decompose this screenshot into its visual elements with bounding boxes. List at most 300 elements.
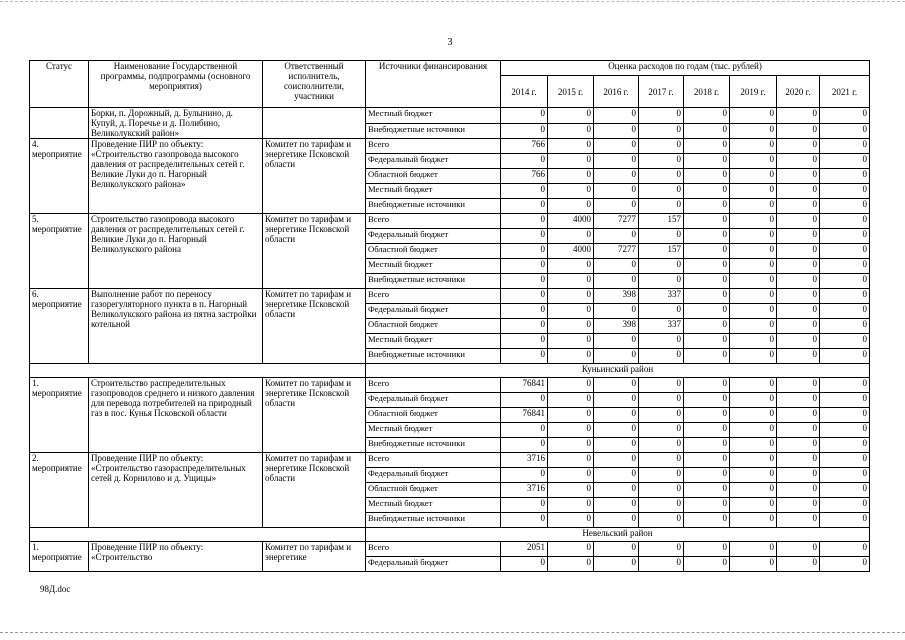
amount-cell: 0 — [548, 513, 594, 528]
amount-cell: 0 — [548, 139, 594, 154]
amount-cell: 0 — [730, 108, 777, 124]
amount-cell: 0 — [684, 154, 730, 169]
amount-cell: 398 — [594, 319, 639, 334]
amount-cell: 0 — [639, 513, 684, 528]
amount-cell: 0 — [730, 349, 777, 364]
amount-cell: 0 — [730, 244, 777, 259]
status-cell: 4. мероприятие — [30, 139, 89, 214]
program-name-cell: Проведение ПИР по объекту: «Строительство газораспределительных сетей д. Корнилово и д. Ущицы» — [89, 453, 263, 528]
amount-cell: 0 — [730, 304, 777, 319]
amount-cell: 4000 — [548, 244, 594, 259]
header-program-name: Наименование Государственной программы, подпрограммы (основного мероприятия) — [89, 61, 263, 108]
amount-cell: 0 — [594, 169, 639, 184]
amount-cell: 0 — [501, 154, 548, 169]
amount-cell: 0 — [684, 423, 730, 438]
amount-cell: 0 — [730, 259, 777, 274]
amount-cell: 0 — [730, 123, 777, 139]
status-cell — [30, 108, 89, 139]
funding-source-cell: Местный бюджет — [366, 108, 501, 124]
amount-cell: 0 — [594, 349, 639, 364]
amount-cell: 0 — [777, 108, 820, 124]
amount-cell: 0 — [501, 498, 548, 513]
amount-cell: 0 — [594, 378, 639, 393]
table-row — [30, 542, 870, 557]
district-row — [30, 364, 870, 378]
amount-cell: 398 — [594, 289, 639, 304]
funding-source-cell: Внебюджетные источники — [366, 199, 501, 214]
program-name-cell: Строительство распределительных газопроводов среднего и низкого давления для перевода потребителей на природный газ в пос. Кунья Псковской области — [89, 378, 263, 453]
amount-cell: 0 — [730, 513, 777, 528]
budget-table — [29, 60, 870, 572]
amount-cell: 0 — [501, 214, 548, 229]
amount-cell: 0 — [820, 408, 870, 423]
amount-cell: 0 — [684, 304, 730, 319]
amount-cell: 0 — [548, 169, 594, 184]
amount-cell: 0 — [820, 304, 870, 319]
program-name-cell: Борки, п. Дорожный, д. Булынино, д. Купуй, д. Поречье и д. Полибино, Великолукский район» — [89, 108, 263, 139]
amount-cell: 0 — [548, 289, 594, 304]
amount-cell: 0 — [820, 423, 870, 438]
amount-cell: 0 — [639, 123, 684, 139]
amount-cell: 0 — [684, 378, 730, 393]
amount-cell: 0 — [639, 498, 684, 513]
amount-cell: 0 — [501, 199, 548, 214]
amount-cell: 0 — [548, 304, 594, 319]
amount-cell: 0 — [639, 304, 684, 319]
amount-cell: 0 — [730, 498, 777, 513]
amount-cell: 0 — [820, 349, 870, 364]
responsible-cell: Комитет по тарифам и энергетике Псковской области — [263, 139, 366, 214]
amount-cell: 0 — [820, 468, 870, 483]
amount-cell: 766 — [501, 139, 548, 154]
amount-cell: 0 — [777, 123, 820, 139]
amount-cell: 0 — [730, 378, 777, 393]
table-row — [30, 214, 870, 229]
amount-cell: 0 — [820, 199, 870, 214]
amount-cell: 0 — [730, 334, 777, 349]
district-row — [30, 528, 870, 542]
amount-cell: 0 — [684, 393, 730, 408]
amount-cell: 0 — [639, 274, 684, 289]
amount-cell: 0 — [684, 513, 730, 528]
amount-cell: 0 — [501, 438, 548, 453]
amount-cell: 0 — [730, 184, 777, 199]
amount-cell: 766 — [501, 169, 548, 184]
amount-cell: 0 — [820, 542, 870, 557]
amount-cell: 0 — [820, 393, 870, 408]
amount-cell: 0 — [548, 483, 594, 498]
amount-cell: 0 — [639, 349, 684, 364]
amount-cell: 0 — [639, 453, 684, 468]
amount-cell: 0 — [730, 274, 777, 289]
amount-cell: 0 — [730, 542, 777, 557]
amount-cell: 0 — [594, 334, 639, 349]
amount-cell: 4000 — [548, 214, 594, 229]
amount-cell: 0 — [594, 453, 639, 468]
amount-cell: 0 — [730, 393, 777, 408]
amount-cell: 0 — [501, 513, 548, 528]
amount-cell: 0 — [684, 542, 730, 557]
amount-cell: 0 — [594, 393, 639, 408]
amount-cell: 0 — [594, 438, 639, 453]
status-cell: 5. мероприятие — [30, 214, 89, 289]
header-year: 2018 г. — [684, 76, 730, 108]
amount-cell: 0 — [777, 319, 820, 334]
amount-cell: 0 — [501, 319, 548, 334]
funding-source-cell: Всего — [366, 378, 501, 393]
amount-cell: 0 — [501, 289, 548, 304]
amount-cell: 0 — [594, 123, 639, 139]
funding-source-cell: Федеральный бюджет — [366, 468, 501, 483]
amount-cell: 0 — [684, 274, 730, 289]
amount-cell: 0 — [730, 229, 777, 244]
amount-cell: 0 — [820, 214, 870, 229]
amount-cell: 0 — [639, 468, 684, 483]
amount-cell: 0 — [594, 259, 639, 274]
amount-cell: 0 — [548, 274, 594, 289]
amount-cell: 0 — [684, 199, 730, 214]
amount-cell: 0 — [501, 229, 548, 244]
amount-cell: 0 — [501, 393, 548, 408]
amount-cell: 0 — [639, 408, 684, 423]
amount-cell: 0 — [501, 557, 548, 572]
amount-cell: 0 — [548, 498, 594, 513]
amount-cell: 3716 — [501, 483, 548, 498]
amount-cell: 0 — [594, 108, 639, 124]
amount-cell: 0 — [684, 483, 730, 498]
amount-cell: 0 — [548, 423, 594, 438]
header-year: 2014 г. — [501, 76, 548, 108]
amount-cell: 0 — [639, 483, 684, 498]
amount-cell: 76841 — [501, 378, 548, 393]
amount-cell: 0 — [639, 259, 684, 274]
amount-cell: 0 — [820, 139, 870, 154]
table-row — [30, 289, 870, 304]
amount-cell: 0 — [639, 438, 684, 453]
amount-cell: 0 — [730, 468, 777, 483]
amount-cell: 0 — [501, 304, 548, 319]
amount-cell: 0 — [684, 169, 730, 184]
amount-cell: 0 — [730, 319, 777, 334]
amount-cell: 0 — [594, 423, 639, 438]
amount-cell: 2051 — [501, 542, 548, 557]
funding-source-cell: Федеральный бюджет — [366, 557, 501, 572]
amount-cell: 0 — [594, 542, 639, 557]
amount-cell: 0 — [777, 199, 820, 214]
funding-source-cell: Местный бюджет — [366, 498, 501, 513]
amount-cell: 0 — [594, 498, 639, 513]
amount-cell: 0 — [777, 557, 820, 572]
amount-cell: 0 — [639, 334, 684, 349]
amount-cell: 0 — [820, 438, 870, 453]
amount-cell: 0 — [548, 349, 594, 364]
amount-cell: 0 — [501, 184, 548, 199]
page-number: 3 — [447, 37, 453, 48]
funding-source-cell: Всего — [366, 453, 501, 468]
amount-cell: 0 — [684, 408, 730, 423]
amount-cell: 3716 — [501, 453, 548, 468]
amount-cell: 0 — [639, 542, 684, 557]
responsible-cell — [263, 108, 366, 139]
amount-cell: 0 — [777, 304, 820, 319]
amount-cell: 0 — [820, 319, 870, 334]
amount-cell: 0 — [777, 334, 820, 349]
funding-source-cell: Областной бюджет — [366, 244, 501, 259]
amount-cell: 0 — [594, 229, 639, 244]
scan-edge-top — [0, 1, 905, 2]
status-cell: 6. мероприятие — [30, 289, 89, 364]
document-footer: 98Д.doc — [40, 584, 71, 594]
amount-cell: 0 — [639, 184, 684, 199]
district-heading: Невельский район — [366, 528, 870, 542]
header-year: 2020 г. — [777, 76, 820, 108]
amount-cell: 0 — [777, 378, 820, 393]
status-cell: 1. мероприятие — [30, 542, 89, 572]
amount-cell: 0 — [777, 349, 820, 364]
amount-cell: 0 — [684, 184, 730, 199]
funding-source-cell: Внебюджетные источники — [366, 274, 501, 289]
amount-cell: 0 — [777, 408, 820, 423]
amount-cell: 0 — [548, 123, 594, 139]
amount-cell: 0 — [548, 319, 594, 334]
funding-source-cell: Местный бюджет — [366, 334, 501, 349]
amount-cell: 0 — [684, 139, 730, 154]
amount-cell: 0 — [820, 453, 870, 468]
funding-source-cell: Местный бюджет — [366, 259, 501, 274]
amount-cell: 0 — [684, 108, 730, 124]
amount-cell: 0 — [548, 393, 594, 408]
amount-cell: 337 — [639, 319, 684, 334]
amount-cell: 0 — [594, 154, 639, 169]
amount-cell: 0 — [730, 169, 777, 184]
funding-source-cell: Областной бюджет — [366, 319, 501, 334]
amount-cell: 0 — [730, 423, 777, 438]
amount-cell: 0 — [548, 453, 594, 468]
amount-cell: 0 — [684, 319, 730, 334]
amount-cell: 0 — [639, 378, 684, 393]
amount-cell: 0 — [639, 423, 684, 438]
amount-cell: 0 — [684, 468, 730, 483]
amount-cell: 0 — [548, 334, 594, 349]
amount-cell: 0 — [820, 274, 870, 289]
amount-cell: 0 — [684, 349, 730, 364]
program-name-cell: Проведение ПИР по объекту: «Строительство газопровода высокого давления от распределительных сетей г. Великие Луки до п. Нагорный Великолукского района» — [89, 139, 263, 214]
amount-cell: 0 — [777, 139, 820, 154]
amount-cell: 0 — [820, 184, 870, 199]
table-row — [30, 139, 870, 154]
amount-cell: 0 — [639, 139, 684, 154]
amount-cell: 0 — [730, 199, 777, 214]
amount-cell: 0 — [548, 229, 594, 244]
scan-edge-bottom — [0, 632, 905, 633]
amount-cell: 0 — [777, 483, 820, 498]
amount-cell: 0 — [548, 438, 594, 453]
table-row — [30, 453, 870, 468]
amount-cell: 0 — [501, 259, 548, 274]
amount-cell: 0 — [594, 513, 639, 528]
amount-cell: 0 — [820, 498, 870, 513]
amount-cell: 0 — [501, 468, 548, 483]
amount-cell: 7277 — [594, 244, 639, 259]
amount-cell: 0 — [820, 513, 870, 528]
status-cell: 1. мероприятие — [30, 378, 89, 453]
funding-source-cell: Всего — [366, 542, 501, 557]
amount-cell: 0 — [594, 557, 639, 572]
amount-cell: 0 — [684, 214, 730, 229]
amount-cell: 0 — [820, 334, 870, 349]
amount-cell: 0 — [777, 393, 820, 408]
responsible-cell: Комитет по тарифам и энергетике Псковской области — [263, 289, 366, 364]
amount-cell: 0 — [639, 229, 684, 244]
funding-source-cell: Федеральный бюджет — [366, 304, 501, 319]
amount-cell: 0 — [639, 557, 684, 572]
amount-cell: 0 — [639, 393, 684, 408]
amount-cell: 0 — [639, 169, 684, 184]
amount-cell: 0 — [639, 154, 684, 169]
amount-cell: 0 — [777, 274, 820, 289]
amount-cell: 0 — [684, 498, 730, 513]
funding-source-cell: Местный бюджет — [366, 423, 501, 438]
amount-cell: 0 — [730, 408, 777, 423]
amount-cell: 0 — [548, 259, 594, 274]
funding-source-cell: Областной бюджет — [366, 169, 501, 184]
amount-cell: 0 — [730, 154, 777, 169]
table-row — [30, 378, 870, 393]
amount-cell: 0 — [730, 214, 777, 229]
amount-cell: 0 — [777, 154, 820, 169]
amount-cell: 0 — [730, 139, 777, 154]
amount-cell: 0 — [548, 378, 594, 393]
amount-cell: 0 — [730, 438, 777, 453]
funding-source-cell: Областной бюджет — [366, 483, 501, 498]
amount-cell: 0 — [684, 557, 730, 572]
header-year: 2019 г. — [730, 76, 777, 108]
amount-cell: 0 — [684, 438, 730, 453]
amount-cell: 0 — [820, 169, 870, 184]
amount-cell: 0 — [777, 438, 820, 453]
funding-source-cell: Внебюджетные источники — [366, 438, 501, 453]
program-name-cell: Строительство газопровода высокого давления от распределительных сетей г. Великие Луки до п. Нагорный Великолукского района — [89, 214, 263, 289]
amount-cell: 0 — [639, 108, 684, 124]
district-spacer-cell — [30, 364, 366, 378]
amount-cell: 0 — [820, 229, 870, 244]
amount-cell: 0 — [730, 453, 777, 468]
responsible-cell: Комитет по тарифам и энергетике Псковской области — [263, 453, 366, 528]
funding-source-cell: Федеральный бюджет — [366, 229, 501, 244]
header-expense-estimate: Оценка расходов по годам (тыс. рублей) — [501, 61, 870, 76]
amount-cell: 0 — [594, 199, 639, 214]
responsible-cell: Комитет по тарифам и энергетике Псковской области — [263, 214, 366, 289]
responsible-cell: Комитет по тарифам и энергетике — [263, 542, 366, 572]
amount-cell: 0 — [501, 274, 548, 289]
amount-cell: 0 — [820, 154, 870, 169]
amount-cell: 0 — [684, 289, 730, 304]
amount-cell: 0 — [684, 453, 730, 468]
amount-cell: 157 — [639, 244, 684, 259]
amount-cell: 0 — [820, 557, 870, 572]
amount-cell: 0 — [594, 274, 639, 289]
funding-source-cell: Местный бюджет — [366, 184, 501, 199]
amount-cell: 0 — [594, 139, 639, 154]
amount-cell: 76841 — [501, 408, 548, 423]
district-heading: Куньинский район — [366, 364, 870, 378]
amount-cell: 0 — [594, 483, 639, 498]
amount-cell: 0 — [777, 229, 820, 244]
amount-cell: 0 — [501, 349, 548, 364]
amount-cell: 0 — [777, 289, 820, 304]
funding-source-cell: Областной бюджет — [366, 408, 501, 423]
header-responsible: Ответственный исполнитель, соисполнители, участники — [263, 61, 366, 108]
amount-cell: 0 — [684, 229, 730, 244]
amount-cell: 0 — [777, 513, 820, 528]
amount-cell: 0 — [548, 542, 594, 557]
program-name-cell: Проведение ПИР по объекту: «Строительство — [89, 542, 263, 572]
amount-cell: 0 — [684, 123, 730, 139]
amount-cell: 0 — [548, 184, 594, 199]
amount-cell: 0 — [639, 199, 684, 214]
amount-cell: 0 — [777, 184, 820, 199]
amount-cell: 0 — [777, 169, 820, 184]
amount-cell: 0 — [777, 244, 820, 259]
amount-cell: 0 — [594, 184, 639, 199]
amount-cell: 0 — [777, 468, 820, 483]
amount-cell: 0 — [820, 378, 870, 393]
amount-cell: 337 — [639, 289, 684, 304]
amount-cell: 0 — [730, 557, 777, 572]
funding-source-cell: Внебюджетные источники — [366, 123, 501, 139]
amount-cell: 0 — [777, 259, 820, 274]
amount-cell: 0 — [548, 468, 594, 483]
funding-source-cell: Федеральный бюджет — [366, 154, 501, 169]
status-cell: 2. мероприятие — [30, 453, 89, 528]
program-name-cell: Выполнение работ по переносу газорегуляторного пункта в п. Нагорный Великолукского района из пятна застройки котельной — [89, 289, 263, 364]
amount-cell: 0 — [777, 542, 820, 557]
amount-cell: 0 — [594, 468, 639, 483]
amount-cell: 0 — [501, 123, 548, 139]
amount-cell: 0 — [820, 244, 870, 259]
amount-cell: 0 — [548, 199, 594, 214]
district-spacer-cell — [30, 528, 366, 542]
amount-cell: 0 — [684, 244, 730, 259]
funding-source-cell: Федеральный бюджет — [366, 393, 501, 408]
header-year: 2021 г. — [820, 76, 870, 108]
amount-cell: 7277 — [594, 214, 639, 229]
amount-cell: 0 — [548, 154, 594, 169]
amount-cell: 0 — [777, 214, 820, 229]
header-year: 2015 г. — [548, 76, 594, 108]
amount-cell: 0 — [777, 453, 820, 468]
header-status: Статус — [30, 61, 89, 108]
responsible-cell: Комитет по тарифам и энергетике Псковской области — [263, 378, 366, 453]
amount-cell: 0 — [777, 423, 820, 438]
amount-cell: 0 — [820, 483, 870, 498]
funding-source-cell: Всего — [366, 214, 501, 229]
amount-cell: 0 — [548, 557, 594, 572]
amount-cell: 0 — [684, 259, 730, 274]
amount-cell: 0 — [501, 423, 548, 438]
funding-source-cell: Всего — [366, 139, 501, 154]
header-funding-sources: Источники финансирования — [366, 61, 501, 108]
amount-cell: 157 — [639, 214, 684, 229]
amount-cell: 0 — [548, 108, 594, 124]
amount-cell: 0 — [501, 244, 548, 259]
amount-cell: 0 — [594, 408, 639, 423]
amount-cell: 0 — [684, 334, 730, 349]
amount-cell: 0 — [501, 108, 548, 124]
funding-source-cell: Внебюджетные источники — [366, 513, 501, 528]
amount-cell: 0 — [501, 334, 548, 349]
amount-cell: 0 — [548, 408, 594, 423]
